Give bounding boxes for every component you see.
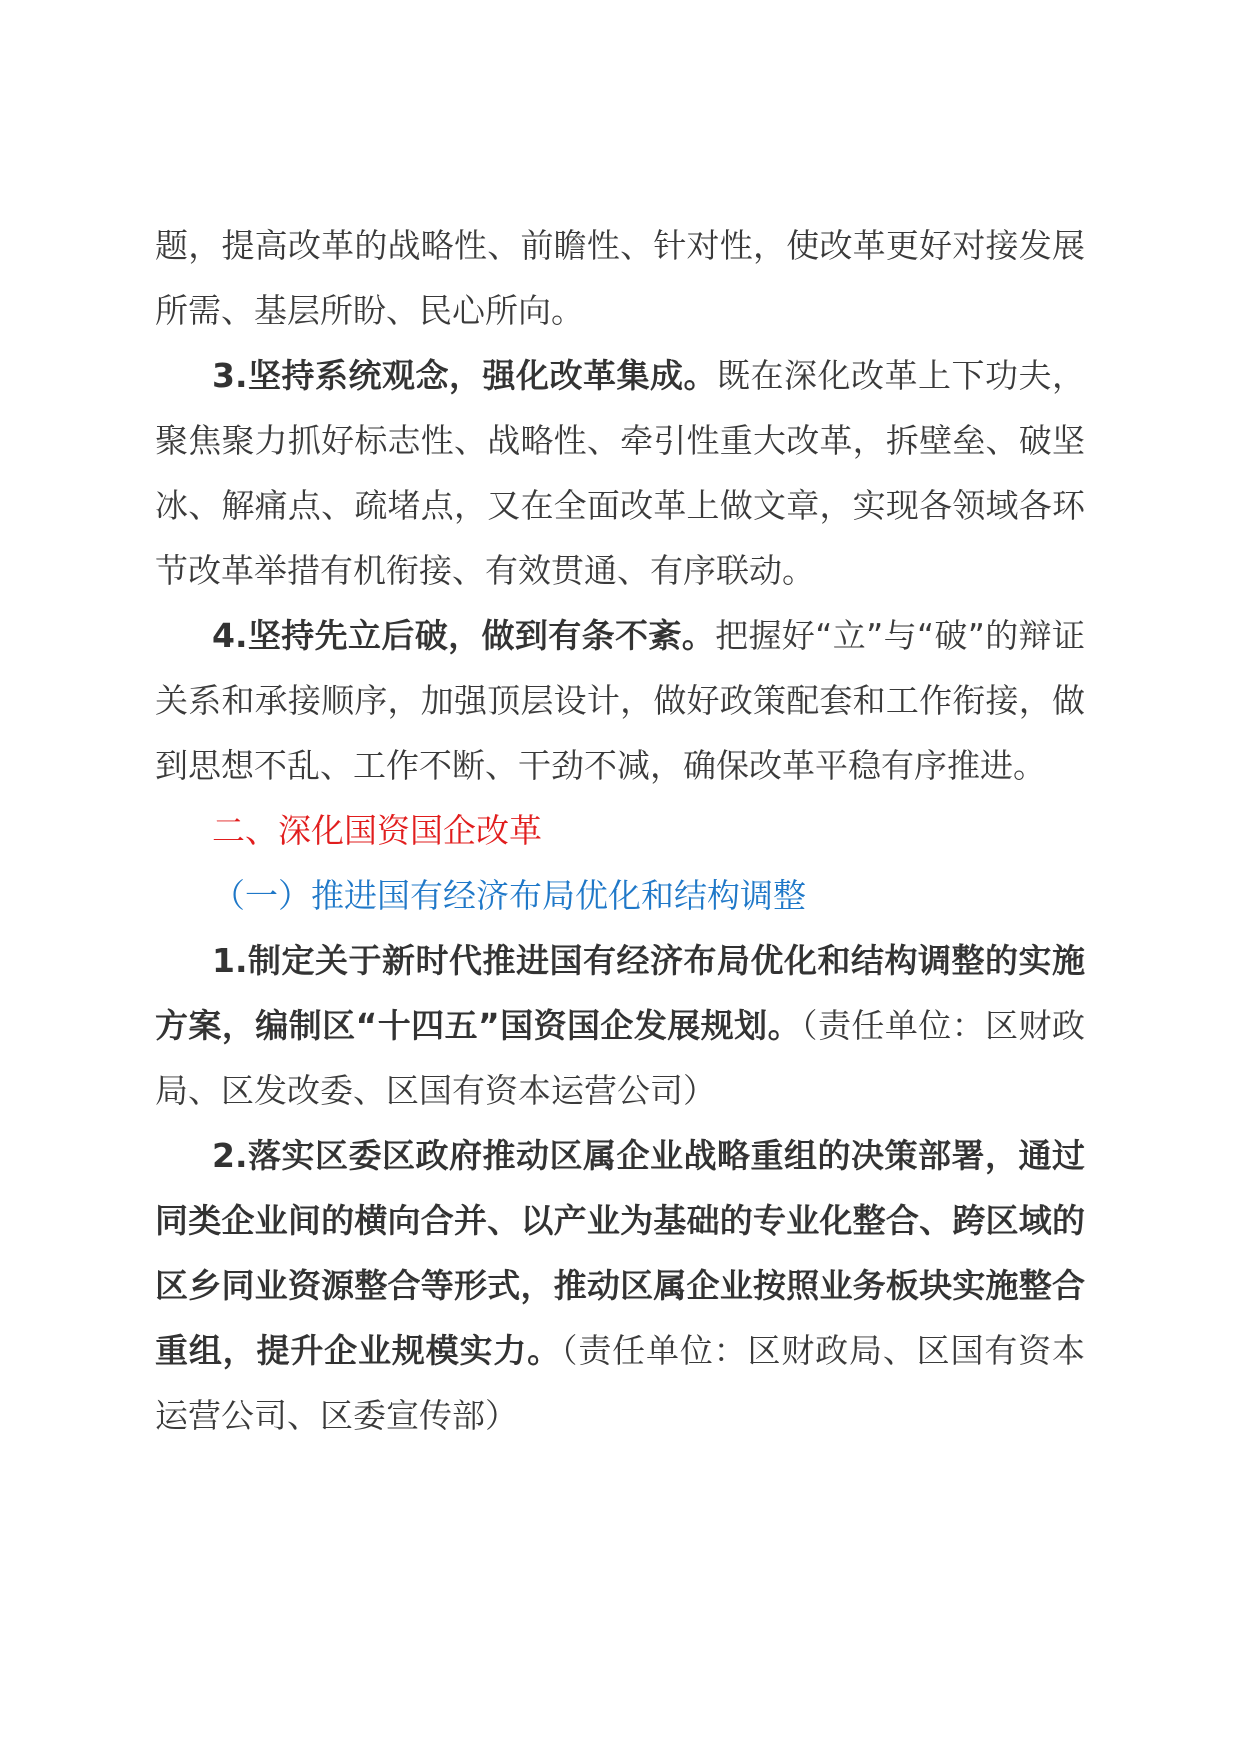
paragraph-text: 题，提高改革的战略性、前瞻性、针对性，使改革更好对接发展所需、基层所盼、民心所向。: [155, 226, 1085, 330]
paragraph-point-4: [155, 603, 1085, 798]
subsection-heading: （一）推进国有经济布局优化和结构调整: [212, 876, 806, 915]
paragraph-point-3: [155, 343, 1085, 603]
point-4-text: 把握好“立”与“破”的辩证关系和承接顺序，加强顶层设计，做好政策配套和工作衔接，做到思想不乱、工作不断、干劲不减，确保改革平稳有序推进。: [155, 616, 1086, 785]
point-4-title: 4.坚持先立后破，做到有条不紊。: [212, 616, 716, 655]
point-3-title: 3.坚持系统观念，强化改革集成。: [212, 356, 717, 395]
paragraph-continuation: [155, 213, 1085, 343]
task-2-responsible-units: （责任单位：区财政局、区国有资本运营公司、区委宣传部）: [155, 1331, 1086, 1435]
task-item-2: [155, 1123, 1085, 1448]
document-body: [155, 213, 1085, 1448]
task-1-responsible-units: （责任单位：区财政局、区发改委、区国有资本运营公司）: [155, 1006, 1085, 1110]
task-2-title: 2.落实区委区政府推动区属企业战略重组的决策部署，通过同类企业间的横向合并、以产业为基础的专业化整合、跨区域的区乡同业资源整合等形式，推动区属企业按照业务板块实施整合重组，提升企业规模实力。: [155, 1136, 1085, 1370]
task-item-1: [155, 928, 1085, 1123]
task-1-title: 1.制定关于新时代推进国有经济布局优化和结构调整的实施方案，编制区“十四五”国资国企发展规划。: [155, 941, 1085, 1045]
point-3-text: 既在深化改革上下功夫，聚焦聚力抓好标志性、战略性、牵引性重大改革，拆壁垒、破坚冰、解痛点、疏堵点，又在全面改革上做文章，实现各领域各环节改革举措有机衔接、有效贯通、有序联动。: [155, 356, 1085, 590]
section-heading: 二、深化国资国企改革: [212, 811, 542, 850]
